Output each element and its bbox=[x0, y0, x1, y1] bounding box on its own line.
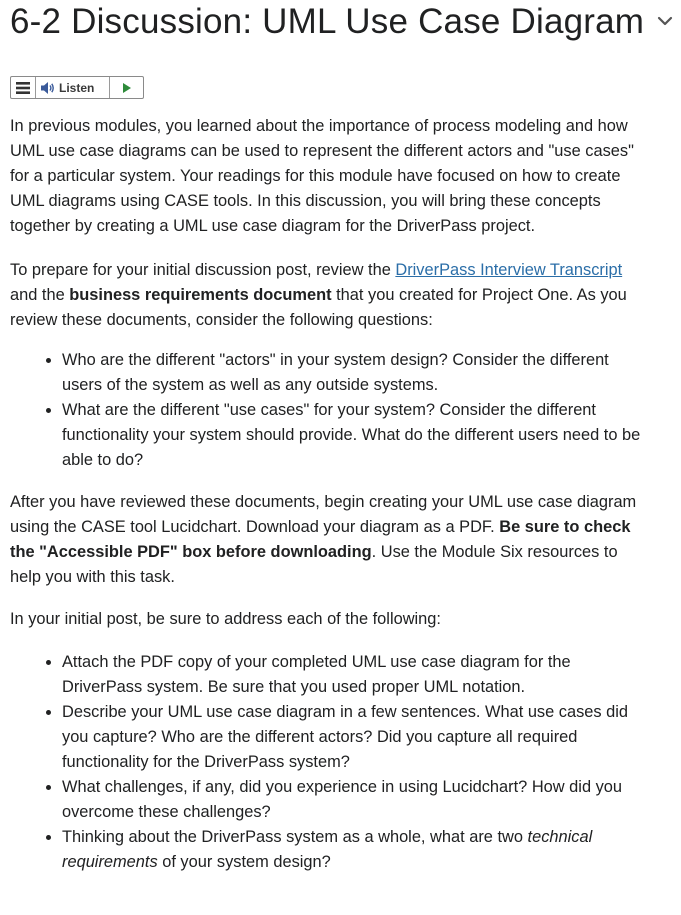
chevron-down-icon[interactable] bbox=[656, 12, 674, 30]
prepare-text-middle: and the bbox=[10, 286, 70, 304]
play-icon bbox=[122, 82, 132, 94]
list-item: • What are the different "use cases" for your system? Consider the different functionality your system should provide. What do the different users need to be able to do? bbox=[62, 398, 650, 473]
interview-transcript-link[interactable]: DriverPass Interview Transcript bbox=[395, 261, 623, 279]
read-aloud-toolbar bbox=[10, 76, 144, 99]
accessible-pdf-note: Be sure to check the "Accessible PDF" box before downloading bbox=[10, 518, 631, 561]
prepare-paragraph bbox=[10, 258, 650, 333]
list-item-text: Thinking about the DriverPass system as a whole, what are two bbox=[62, 828, 528, 846]
speaker-icon bbox=[40, 81, 56, 95]
prepare-text-start: To prepare for your initial discussion post, review the bbox=[10, 261, 396, 279]
review-questions-list bbox=[10, 348, 650, 473]
prepare-text-end: that you created for Project One. As you review these documents, consider the following questions: bbox=[10, 286, 627, 329]
instructions-text: After you have reviewed these documents, begin creating your UML use case diagram using the CASE tool Lucidchart. Download your diagram as a PDF. bbox=[10, 493, 637, 536]
list-item: • Describe your UML use case diagram in a few sentences. What use cases did you capture? Who are the different actors? Did you capture all required functionality for the DriverPass system? bbox=[62, 700, 650, 775]
page-title: 6-2 Discussion: UML Use Case Diagram bbox=[10, 2, 645, 41]
instructions-text-end: . Use the Module Six resources to help you with this task. bbox=[10, 543, 618, 586]
page-header bbox=[10, 0, 675, 46]
play-button[interactable] bbox=[110, 77, 143, 98]
list-item: • Attach the PDF copy of your completed UML use case diagram for the DriverPass system. Be sure that you used proper UML notation. bbox=[62, 650, 650, 700]
brd-bold-text: business requirements document bbox=[69, 286, 332, 304]
initial-post-requirements-list bbox=[10, 650, 650, 875]
list-item-text-end: of your system design? bbox=[157, 853, 331, 871]
list-item: • Who are the different "actors" in your system design? Consider the different users of the system as well as any outside systems. bbox=[62, 348, 650, 398]
listen-button[interactable] bbox=[36, 77, 110, 98]
listen-label: Listen bbox=[59, 80, 95, 95]
list-item bbox=[62, 825, 650, 875]
instructions-paragraph bbox=[10, 490, 650, 590]
intro-paragraph: In previous modules, you learned about the importance of process modeling and how UML use case diagrams can be used to represent the different actors and "use cases" for a particular system. Your readings for this module have focused on how to create UML diagrams using CASE tools. In this discussion, you will bring these concepts together by creating a UML use case diagram for the DriverPass project. bbox=[10, 117, 634, 235]
technical-requirements-italic: technical requirements bbox=[62, 828, 593, 871]
initial-post-paragraph: In your initial post, be sure to address each of the following: bbox=[10, 610, 441, 628]
read-aloud-menu-button[interactable] bbox=[11, 77, 36, 98]
menu-icon bbox=[16, 82, 30, 94]
discussion-prompt bbox=[10, 114, 650, 875]
list-item: • What challenges, if any, did you experience in using Lucidchart? How did you overcome these challenges? bbox=[62, 775, 650, 825]
